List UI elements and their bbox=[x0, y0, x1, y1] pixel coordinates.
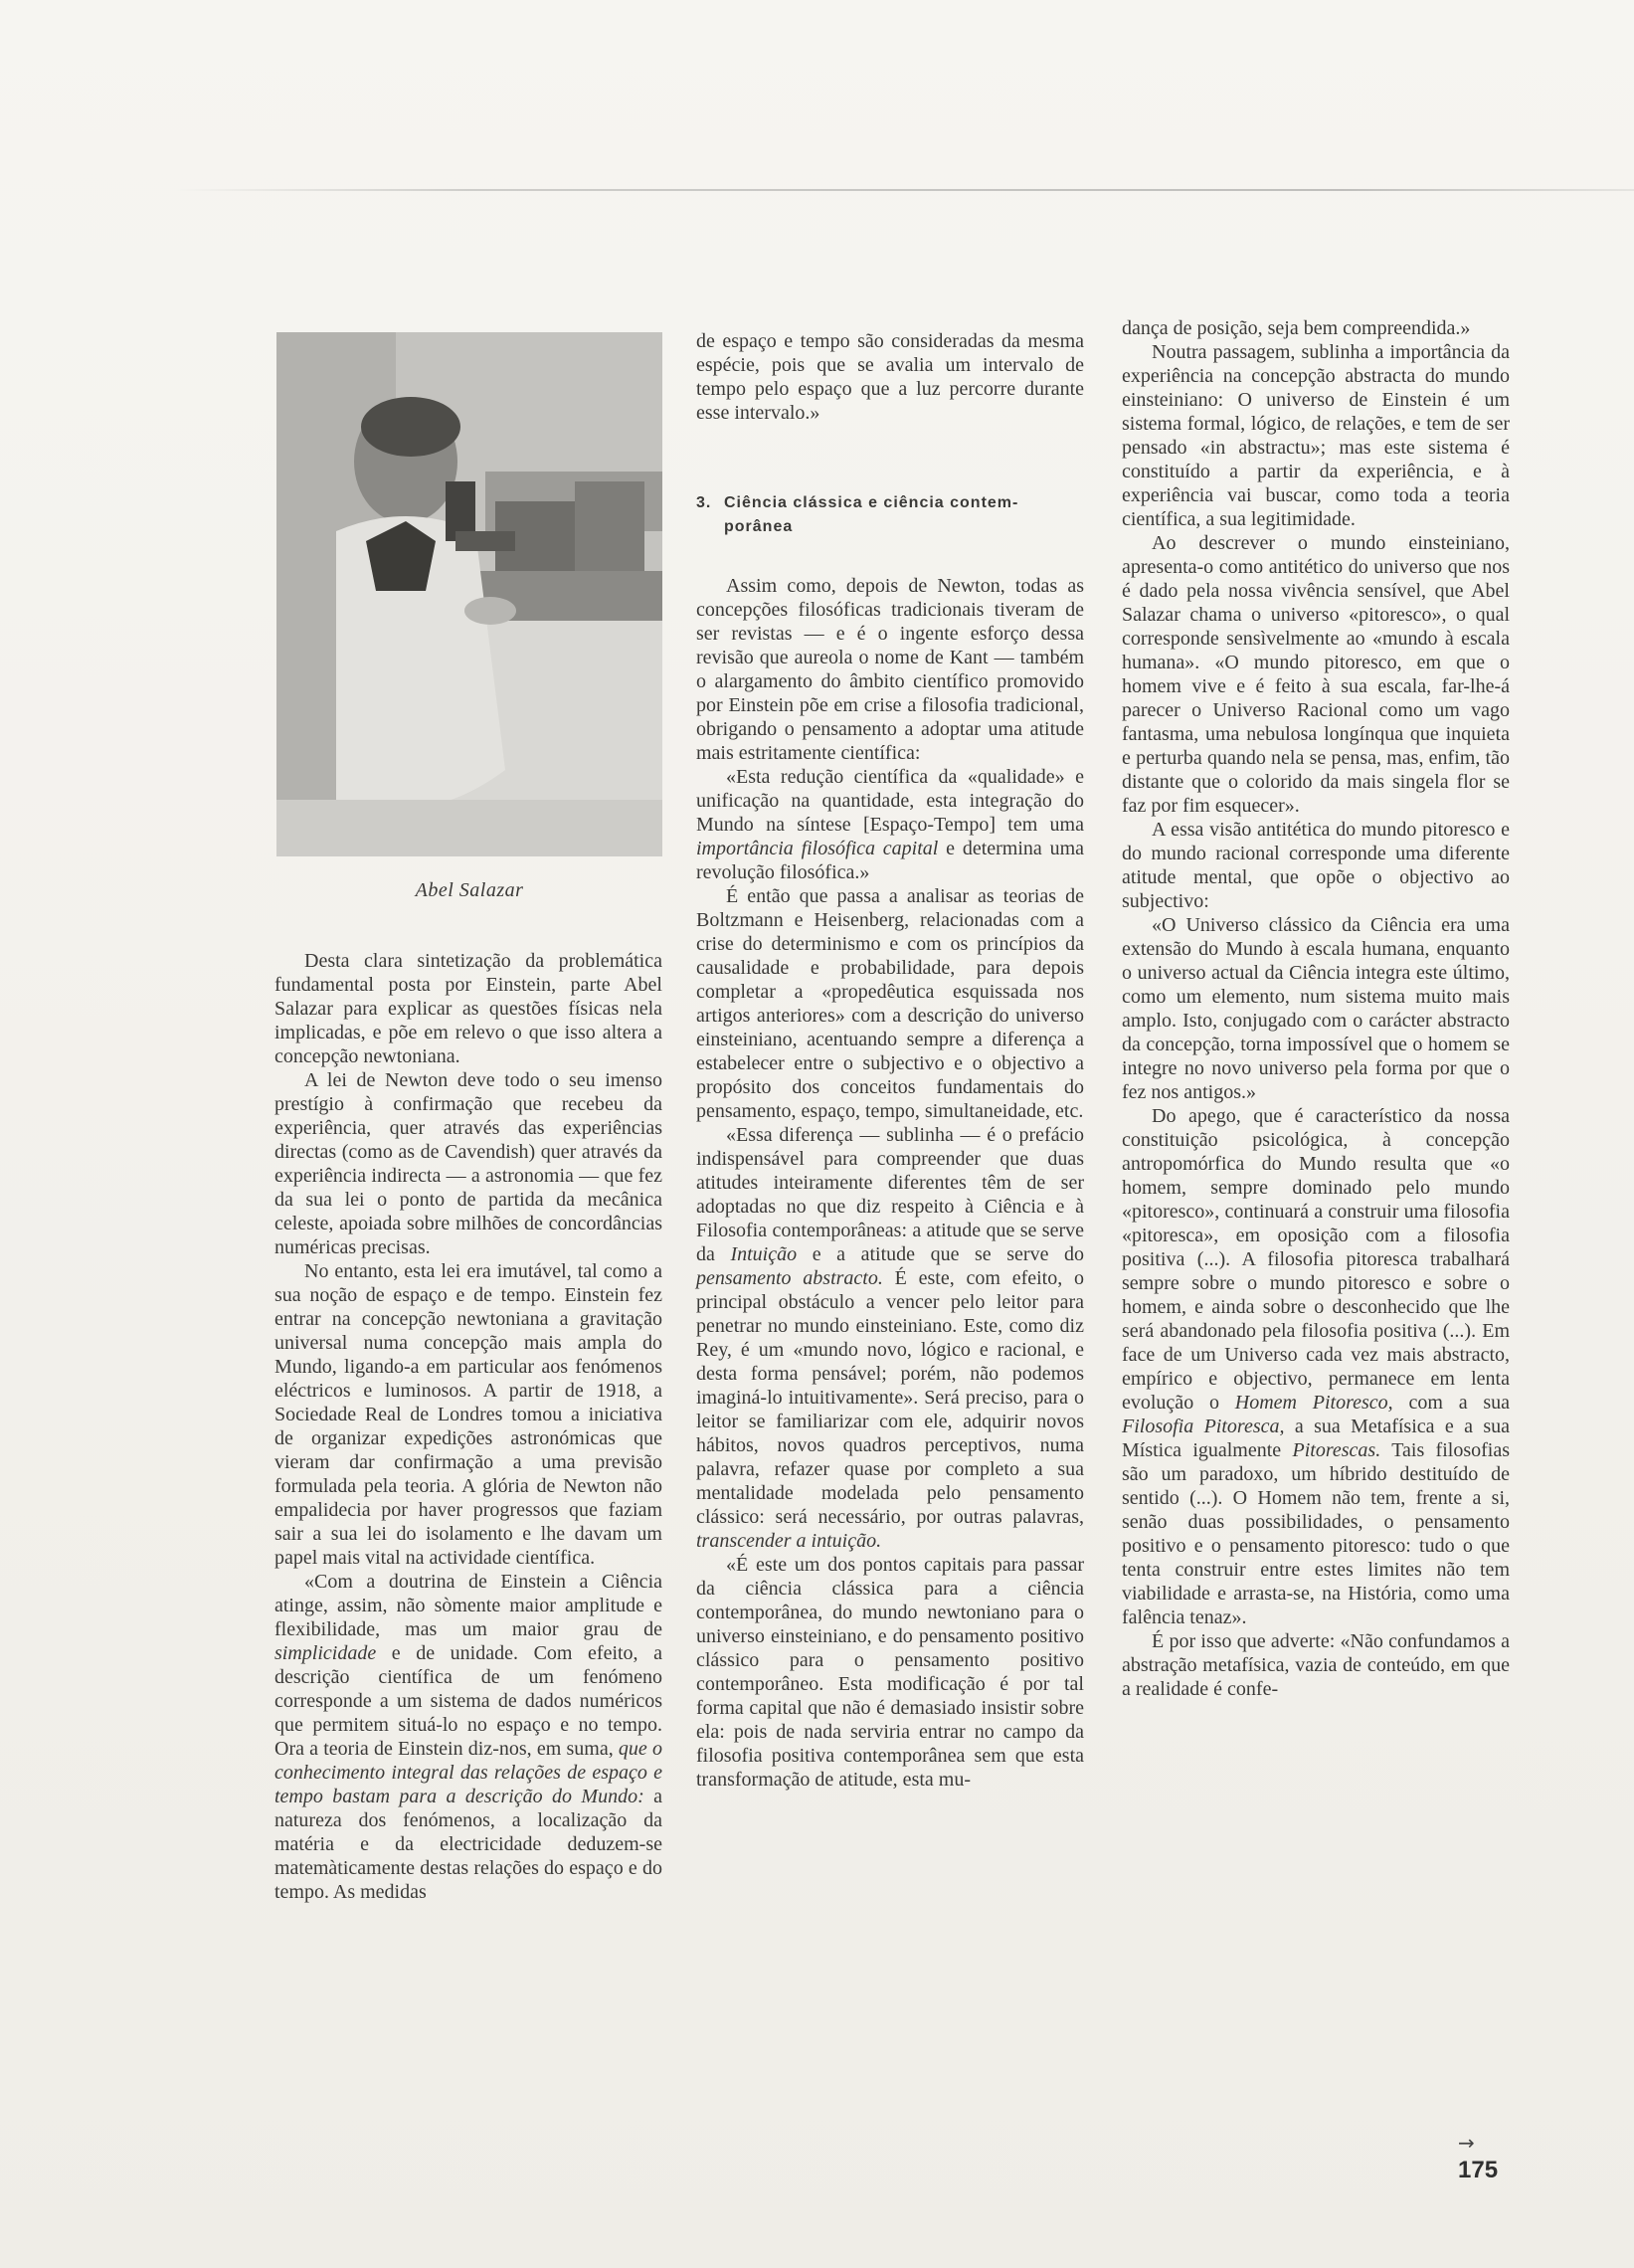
photo-caption: Abel Salazar bbox=[415, 879, 524, 901]
paragraph: A lei de Newton deve todo o seu imenso prestígio à confirmação que recebeu da experiência, quer através das experiências directas (como as de Cavendish) quer através da experiência indirecta — a astronomia — que fez da sua lei o ponto de partida da mecânica celeste, apoiada sobre milhões de concordâncias numéricas precisas. bbox=[274, 1069, 662, 1258]
italic-run: que o conhecimento integral das relações de espaço e tempo bastam para a descrição do Mundo: bbox=[274, 1738, 662, 1807]
italic-run: Pitorescas. bbox=[1292, 1439, 1381, 1461]
section-heading bbox=[696, 491, 1084, 539]
text-run: e determina uma revolução filosófica.» bbox=[696, 838, 1085, 883]
italic-run: transcender a intuição. bbox=[696, 1530, 882, 1552]
text-run: com a sua bbox=[1408, 1392, 1511, 1414]
paragraph: Desta clara sintetização da problemática fundamental posta por Einstein, parte Abel Salazar para explicar as questões físicas nela implicadas, e põe em relevo o que isso altera a concepção newtoniana. bbox=[274, 950, 662, 1067]
paragraph: É por isso que adverte: «Não confundamos a abstração metafísica, vazia de conteúdo, em que a realidade é confe- bbox=[1122, 1630, 1510, 1700]
text-run: É este, com efeito, o principal obstáculo a vencer pelo leitor para penetrar no mundo einsteiniano. Este, como diz Rey, é um «mundo novo, lógico e racional, e desta forma pensável; porém, não podemos imaginá-lo intuitivamente». Será preciso, para o leitor se familiarizar com ele, adquirir novos hábitos, novos quadros perceptivos, numa palavra, refazer quase por completo a sua mentalidade modelada pelo pensamento clássico: será necessário, por outras palavras, bbox=[696, 1267, 1085, 1528]
column-3-text bbox=[1122, 316, 1510, 1701]
italic-run: Homem Pitoresco, bbox=[1234, 1392, 1393, 1414]
text-run: «Essa diferença — sublinha — é o prefácio indispensável para compreender que duas atitudes inteiramente diferentes têm de ser adoptadas no que diz respeito à Ciência e à Filosofia contemporâneas: a atitude que se serve da bbox=[696, 1124, 1084, 1265]
section-title-line-1: Ciência clássica e ciência contem- bbox=[724, 494, 1019, 511]
paragraph bbox=[274, 1570, 662, 1904]
paragraph: «É este um dos pontos capitais para passar da ciência clássica para a ciência contemporânea, do mundo newtoniano para o universo einsteiniano, e do pensamento positivo clássico para o pensamento positivo contemporâneo. Esta modificação é por tal forma capital que não é demasiado insistir sobre ela: pois de nada serviria entrar no campo da filosofia positiva contemporânea sem que esta transformação de atitude, esta mu- bbox=[696, 1554, 1084, 1791]
text-run: Do apego, que é característico da nossa constituição psicológica, à concepção antropomórfica do Mundo resulta que «o homem, sempre dominado pelo mundo «pitoresco», continuará a construir uma filosofia «pitoresca», em oposição com a filosofia positiva (...). A filosofia pitoresca trabalhará sempre sobre o mundo pitoresco e sobre o homem, e ainda sobre o desconhecido que lhe será abandonado pela filosofia positiva (...). Em face de um Universo cada vez mais abstracto, empírico e objectivo, permanece em lenta evolução o bbox=[1122, 1105, 1510, 1414]
text-run: e a atitude que se serve do bbox=[812, 1243, 1085, 1265]
paragraph: Assim como, depois de Newton, todas as concepções filosóficas tradicionais tiveram de ser revistas — e é o ingente esforço dessa revisão que aureola o nome de Kant — também o alargamento do âmbito científico promovido por Einstein põe em crise a filosofia tradicional, obrigando o pensamento a adoptar uma atitude mais estritamente científica: bbox=[696, 575, 1084, 764]
paragraph: A essa visão antitética do mundo pitoresco e do mundo racional corresponde uma diferente atitude mental, que opõe o objectivo ao subjectivo: bbox=[1122, 819, 1510, 912]
paragraph: É então que passa a analisar as teorias de Boltzmann e Heisenberg, relacionadas com a crise do determinismo e com os princípios da causalidade e probabilidade, para depois completar a «propedêutica esquissada nos artigos anteriores» com a descrição do universo einsteiniano, acentuando sempre a diferença a estabelecer entre o subjectivo e o objectivo a propósito dos conceitos fundamentais do pensamento, espaço, tempo, simultaneidade, etc. bbox=[696, 885, 1084, 1122]
text-run: a natureza dos fenómenos, a localização da matéria e da electricidade deduzem-se matemàticamente destas relações do espaço e do tempo. As medidas bbox=[274, 1786, 662, 1903]
paragraph bbox=[1122, 1104, 1510, 1629]
page-number: 175 bbox=[1458, 2157, 1499, 2183]
section-title-line-2: porânea bbox=[724, 518, 794, 535]
text-run: «Esta redução científica da «qualidade» e unificação na quantidade, esta integração do Mundo na síntese [Espaço-Tempo] tem uma bbox=[696, 766, 1084, 836]
italic-run: Intuição bbox=[730, 1243, 798, 1265]
italic-run: importância filosófica capital bbox=[696, 838, 939, 859]
paragraph: «O Universo clássico da Ciência era uma extensão do Mundo à escala humana, enquanto o universo actual da Ciência integra este último, como um elemento, num sistema muito mais amplo. Isto, conjugado com o carácter abstracto da concepção, torna impossível que o homem se integre no novo universo pela forma por que o fez nos antigos.» bbox=[1122, 914, 1510, 1103]
paragraph: de espaço e tempo são consideradas da mesma espécie, pois que se avalia um intervalo de tempo pelo espaço que a luz percorre durante esse intervalo.» bbox=[696, 330, 1084, 424]
column-1-text bbox=[274, 949, 662, 1904]
text-run: a sua Metafísica e a sua Mística igualmente bbox=[1122, 1416, 1511, 1461]
paragraph bbox=[696, 765, 1084, 884]
paragraph: No entanto, esta lei era imutável, tal como a sua noção de espaço e de tempo. Einstein fez entrar na concepção newtoniana a gravitação universal numa concepção mais ampla do Mundo, ligando-a em particular aos fenómenos eléctricos e luminosos. A partir de 1918, a Sociedade Real de Londres tomou a iniciativa de organizar expedições astronómicas que vieram dar confirmação a uma previsão formulada pela teoria. A glória de Newton não empalidecia por haver progressos que faziam sair a sua lei do isolamento e lhe davam um papel mais vital na actividade científica. bbox=[274, 1260, 662, 1569]
top-rule bbox=[174, 189, 1634, 191]
paragraph: dança de posição, seja bem compreendida.» bbox=[1122, 317, 1471, 339]
column-2-text bbox=[696, 574, 1084, 1792]
photo-illustration bbox=[276, 332, 662, 856]
paragraph: Noutra passagem, sublinha a importância da experiência na concepção abstracta do mundo einsteiniano: O universo de Einstein é um sistema formal, lógico, de relações, e tem de ser pensado «in abstractu»; mas este sistema é constituído a partir da experiência, e à experiência vai buscar, como toda a teoria científica, a sua legitimidade. bbox=[1122, 341, 1510, 530]
continue-arrow-icon: → bbox=[1458, 2131, 1475, 2155]
text-run: Tais filosofias são um paradoxo, um híbrido destituído de sentido (...). O Homem não tem, frente a si, senão duas possibilidades, o pensamento positivo e o pensamento pitoresco: tudo o que tenta construir entre estes limites não tem viabilidade e arrasta-se, na História, como uma falência tenaz». bbox=[1122, 1439, 1510, 1628]
text-run: «Com a doutrina de Einstein a Ciência atinge, assim, não sòmente maior amplitude e flexibilidade, mas um maior grau de bbox=[274, 1571, 662, 1640]
text-run: e de unidade. Com efeito, a descrição científica de um fenómeno corresponde a um sistema de dados numéricos que permitem situá-lo no espaço e no tempo. Ora a teoria de Einstein diz-nos, em suma, bbox=[274, 1642, 663, 1760]
italic-run: pensamento abstracto. bbox=[696, 1267, 883, 1289]
italic-run: simplicidade bbox=[274, 1642, 377, 1664]
photo-abel-salazar bbox=[276, 332, 662, 856]
section-number: 3. bbox=[696, 494, 712, 511]
italic-run: Filosofia Pitoresca, bbox=[1122, 1416, 1285, 1437]
paragraph bbox=[696, 1123, 1084, 1553]
paragraph: Ao descrever o mundo einsteiniano, apresenta-o como antitético do universo que nos é dado pela nossa vivência sensível, que Abel Salazar chama o universo «pitoresco», o qual corresponde sensìvelmente ao «mundo à escala humana». «O mundo pitoresco, em que o homem vive e é feito à sua escala, far-lhe-á parecer o Universo Racional como um vago fantasma, uma nebulosa longínqua que inquieta e perturba quando nela se pensa, mas, enfim, tão distante que o colorido da mais singela flor se faz por fim esquecer». bbox=[1122, 532, 1510, 817]
column-2-top-text bbox=[696, 329, 1084, 425]
